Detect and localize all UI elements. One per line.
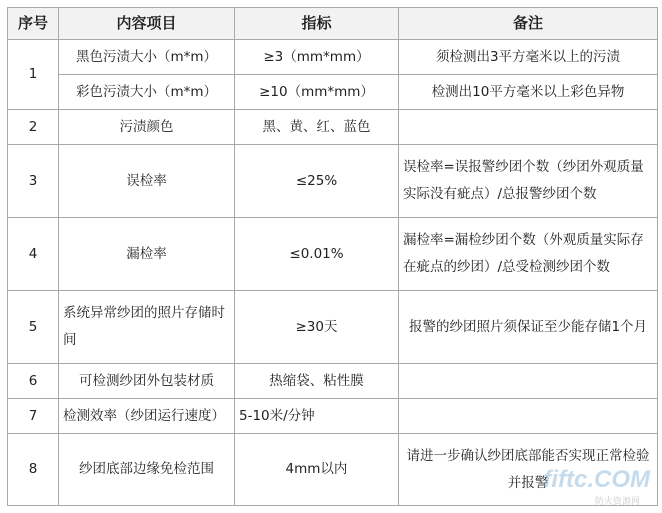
table-row: [8, 291, 658, 364]
row-item: 黑色污渍大小（m*m）: [59, 40, 235, 75]
table-row: [8, 75, 658, 110]
row-indicator: 热缩袋、粘性膜: [235, 364, 399, 399]
table-row: [8, 110, 658, 145]
row-number: 5: [8, 291, 59, 364]
row-note: [399, 364, 658, 399]
table-row: [8, 399, 658, 434]
row-number: 7: [8, 399, 59, 434]
row-indicator: ≥3（mm*mm）: [235, 40, 399, 75]
header-no: 序号: [8, 8, 59, 40]
row-item: 彩色污渍大小（m*m）: [59, 75, 235, 110]
table-row: [8, 40, 658, 75]
watermark-logo: fiftc.COM: [543, 466, 650, 493]
row-indicator: ≤0.01%: [235, 218, 399, 291]
row-indicator: ≤25%: [235, 145, 399, 218]
row-item: 误检率: [59, 145, 235, 218]
row-number: 2: [8, 110, 59, 145]
row-indicator: 4mm以内: [235, 434, 399, 506]
header-row: [8, 8, 658, 40]
row-note: 误检率=误报警纱团个数（纱团外观质量实际没有疵点）/总报警纱团个数: [399, 145, 658, 218]
row-item: 漏检率: [59, 218, 235, 291]
row-item: 检测效率（纱团运行速度）: [59, 399, 235, 434]
table-row: [8, 434, 658, 506]
row-item: 系统异常纱团的照片存储时间: [59, 291, 235, 364]
row-note: [399, 399, 658, 434]
row-indicator: 黑、黄、红、蓝色: [235, 110, 399, 145]
row-indicator: 5-10米/分钟: [235, 399, 399, 434]
row-item: 纱团底部边缘免检范围: [59, 434, 235, 506]
row-indicator: ≥10（mm*mm）: [235, 75, 399, 110]
row-number: 6: [8, 364, 59, 399]
header-item: 内容项目: [59, 8, 235, 40]
row-number: 1: [8, 40, 59, 110]
table-row: [8, 145, 658, 218]
row-item: 污渍颜色: [59, 110, 235, 145]
row-number: 8: [8, 434, 59, 506]
row-note: 检测出10平方毫米以上彩色异物: [399, 75, 658, 110]
header-note: 备注: [399, 8, 658, 40]
row-note: 报警的纱团照片须保证至少能存储1个月: [399, 291, 658, 364]
row-indicator: ≥30天: [235, 291, 399, 364]
row-note: 须检测出3平方毫米以上的污渍: [399, 40, 658, 75]
row-note: [399, 110, 658, 145]
row-item: 可检测纱团外包装材质: [59, 364, 235, 399]
row-note: 漏检率=漏检纱团个数（外观质量实际存在疵点的纱团）/总受检测纱团个数: [399, 218, 658, 291]
row-note: 请进一步确认纱团底部能否实现正常检验并报警: [399, 434, 658, 506]
row-number: 4: [8, 218, 59, 291]
watermark-subtitle: 防火资源网: [594, 496, 640, 506]
header-indicator: 指标: [235, 8, 399, 40]
table-row: [8, 364, 658, 399]
row-number: 3: [8, 145, 59, 218]
table-row: [8, 218, 658, 291]
spec-table: [7, 7, 658, 506]
